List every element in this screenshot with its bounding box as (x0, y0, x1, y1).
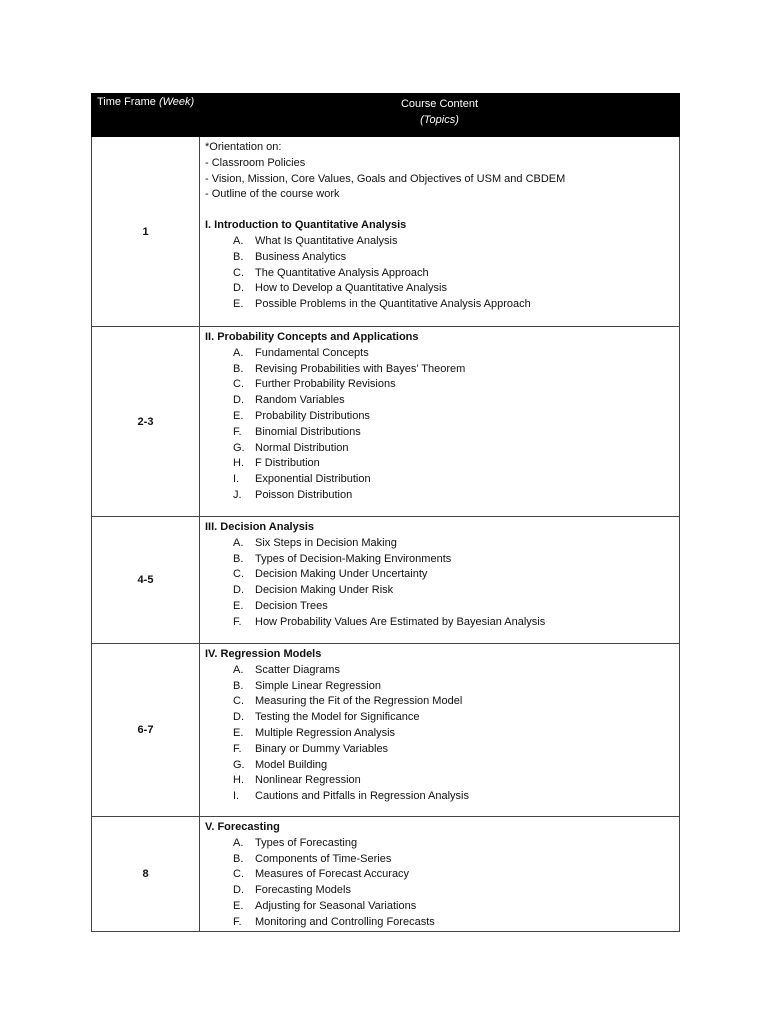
item-text: Adjusting for Seasonal Variations (255, 899, 417, 912)
list-item (205, 915, 679, 931)
item-letter: F. (233, 742, 242, 755)
course-content-subtitle: (Topics) (420, 114, 459, 126)
item-letter: C. (233, 378, 244, 391)
item-letter: I. (233, 473, 240, 486)
item-text: Decision Making Under Uncertainty (255, 568, 428, 581)
item-text: Nonlinear Regression (255, 774, 361, 787)
list-item (205, 552, 679, 568)
item-letter: D. (233, 884, 244, 897)
list-item (205, 726, 679, 742)
item-letter: E. (233, 298, 244, 311)
item-text: Probability Distributions (255, 409, 370, 422)
item-letter: C. (233, 868, 244, 881)
time-frame-unit: (Week) (158, 96, 195, 108)
item-letter: G. (233, 441, 245, 454)
item-letter: F. (233, 915, 242, 928)
list-item (205, 583, 679, 599)
item-letter: A. (233, 234, 244, 247)
topic-title: V. Forecasting (205, 821, 280, 833)
list-item (205, 742, 679, 758)
course-content-table (91, 93, 680, 932)
topic-title: II. Probability Concepts and Applications (205, 331, 419, 343)
item-letter: D. (233, 584, 244, 597)
item-letter: H. (233, 457, 244, 470)
list-item (205, 883, 679, 899)
topic-title: I. Introduction to Quantitative Analysis (205, 219, 407, 232)
item-text: The Quantitative Analysis Approach (255, 266, 429, 279)
table-row (92, 517, 680, 644)
list-item (205, 536, 679, 552)
list-item (205, 567, 679, 583)
table-header-row (92, 94, 680, 137)
item-text: Monitoring and Controlling Forecasts (255, 915, 435, 928)
item-letter: A. (233, 536, 244, 549)
list-item (205, 694, 679, 710)
list-item (205, 346, 679, 362)
course-content-header (200, 94, 680, 137)
list-item (205, 250, 679, 266)
item-letter: B. (233, 362, 244, 375)
item-text: F Distribution (255, 457, 320, 470)
item-text: How Probability Values Are Estimated by Bayesian Analysis (255, 615, 546, 628)
list-item (205, 281, 679, 297)
item-text: Types of Forecasting (255, 836, 358, 849)
orientation-line: *Orientation on: (205, 141, 282, 153)
item-text: Forecasting Models (255, 884, 351, 897)
week-cell: 8 (92, 817, 200, 932)
item-text: Binary or Dummy Variables (255, 742, 389, 755)
item-text: Possible Problems in the Quantitative Analysis Approach (255, 298, 531, 311)
item-letter: D. (233, 282, 244, 295)
item-letter: C. (233, 568, 244, 581)
item-text: What Is Quantitative Analysis (255, 234, 398, 247)
item-text: Random Variables (255, 394, 345, 407)
item-letter: J. (233, 488, 242, 501)
table-row (92, 327, 680, 517)
item-text: Decision Trees (255, 599, 328, 612)
item-text: Exponential Distribution (255, 473, 371, 486)
list-item (205, 758, 679, 774)
time-frame-header (92, 94, 200, 137)
item-text: Decision Making Under Risk (255, 584, 394, 597)
item-text: Business Analytics (255, 250, 347, 263)
item-text: Binomial Distributions (255, 425, 361, 438)
item-letter: B. (233, 552, 244, 565)
list-item (205, 615, 679, 631)
item-letter: A. (233, 836, 244, 849)
item-text: Revising Probabilities with Bayes’ Theorem (255, 362, 466, 375)
content-cell (200, 817, 680, 932)
list-item (205, 663, 679, 679)
topic-title: IV. Regression Models (205, 648, 322, 660)
time-frame-label: Time Frame (97, 96, 156, 108)
list-item (205, 393, 679, 409)
list-item (205, 472, 679, 488)
week-cell: 2-3 (92, 327, 200, 517)
item-text: Normal Distribution (255, 441, 349, 454)
item-text: Six Steps in Decision Making (255, 536, 397, 549)
content-cell (200, 327, 680, 517)
item-letter: B. (233, 679, 244, 692)
item-letter: B. (233, 852, 244, 865)
list-item (205, 899, 679, 915)
item-text: How to Develop a Quantitative Analysis (255, 282, 447, 295)
item-letter: C. (233, 695, 244, 708)
list-item (205, 409, 679, 425)
table-row (92, 817, 680, 932)
item-letter: E. (233, 409, 244, 422)
orientation-line: - Outline of the course work (205, 188, 340, 201)
item-letter: F. (233, 615, 242, 628)
list-item (205, 377, 679, 393)
item-text: Testing the Model for Significance (255, 711, 420, 724)
content-cell (200, 644, 680, 817)
item-letter: D. (233, 394, 244, 407)
list-item (205, 867, 679, 883)
list-item (205, 852, 679, 868)
item-text: Simple Linear Regression (255, 679, 381, 692)
orientation-line: - Vision, Mission, Core Values, Goals and Objectives of USM and CBDEM (205, 172, 566, 185)
item-text: Poisson Distribution (255, 488, 353, 501)
item-text: Multiple Regression Analysis (255, 726, 396, 739)
item-letter: H. (233, 774, 244, 787)
list-item (205, 234, 679, 250)
item-letter: E. (233, 599, 244, 612)
table-row (92, 644, 680, 817)
item-letter: D. (233, 711, 244, 724)
item-letter: G. (233, 758, 245, 771)
course-content-title: Course Content (400, 98, 479, 110)
item-letter: F. (233, 425, 242, 438)
content-cell (200, 137, 680, 327)
list-item (205, 488, 679, 504)
list-item (205, 599, 679, 615)
week-cell: 4-5 (92, 517, 200, 644)
item-text: Components of Time-Series (255, 852, 392, 865)
list-item (205, 425, 679, 441)
list-item (205, 441, 679, 457)
item-letter: B. (233, 250, 244, 263)
topic-title: III. Decision Analysis (205, 521, 315, 533)
item-letter: E. (233, 899, 244, 912)
spacer (205, 203, 679, 218)
item-text: Further Probability Revisions (255, 378, 396, 391)
list-item (205, 836, 679, 852)
list-item (205, 679, 679, 695)
table-row (92, 137, 680, 327)
item-letter: C. (233, 266, 244, 279)
item-text: Model Building (255, 758, 328, 771)
list-item (205, 710, 679, 726)
item-letter: E. (233, 726, 244, 739)
list-item (205, 266, 679, 282)
list-item (205, 297, 679, 313)
item-text: Scatter Diagrams (255, 663, 340, 676)
list-item (205, 773, 679, 789)
orientation-line: - Classroom Policies (205, 156, 306, 169)
item-text: Fundamental Concepts (255, 346, 369, 359)
week-cell: 1 (92, 137, 200, 327)
item-text: Measures of Forecast Accuracy (255, 868, 410, 881)
list-item (205, 362, 679, 378)
week-cell: 6-7 (92, 644, 200, 817)
list-item (205, 789, 679, 805)
item-letter: A. (233, 663, 244, 676)
list-item (205, 456, 679, 472)
item-letter: I. (233, 790, 240, 803)
item-letter: A. (233, 346, 244, 359)
item-text: Cautions and Pitfalls in Regression Analysis (255, 790, 470, 803)
item-text: Types of Decision-Making Environments (255, 552, 452, 565)
item-text: Measuring the Fit of the Regression Model (255, 695, 463, 708)
content-cell (200, 517, 680, 644)
